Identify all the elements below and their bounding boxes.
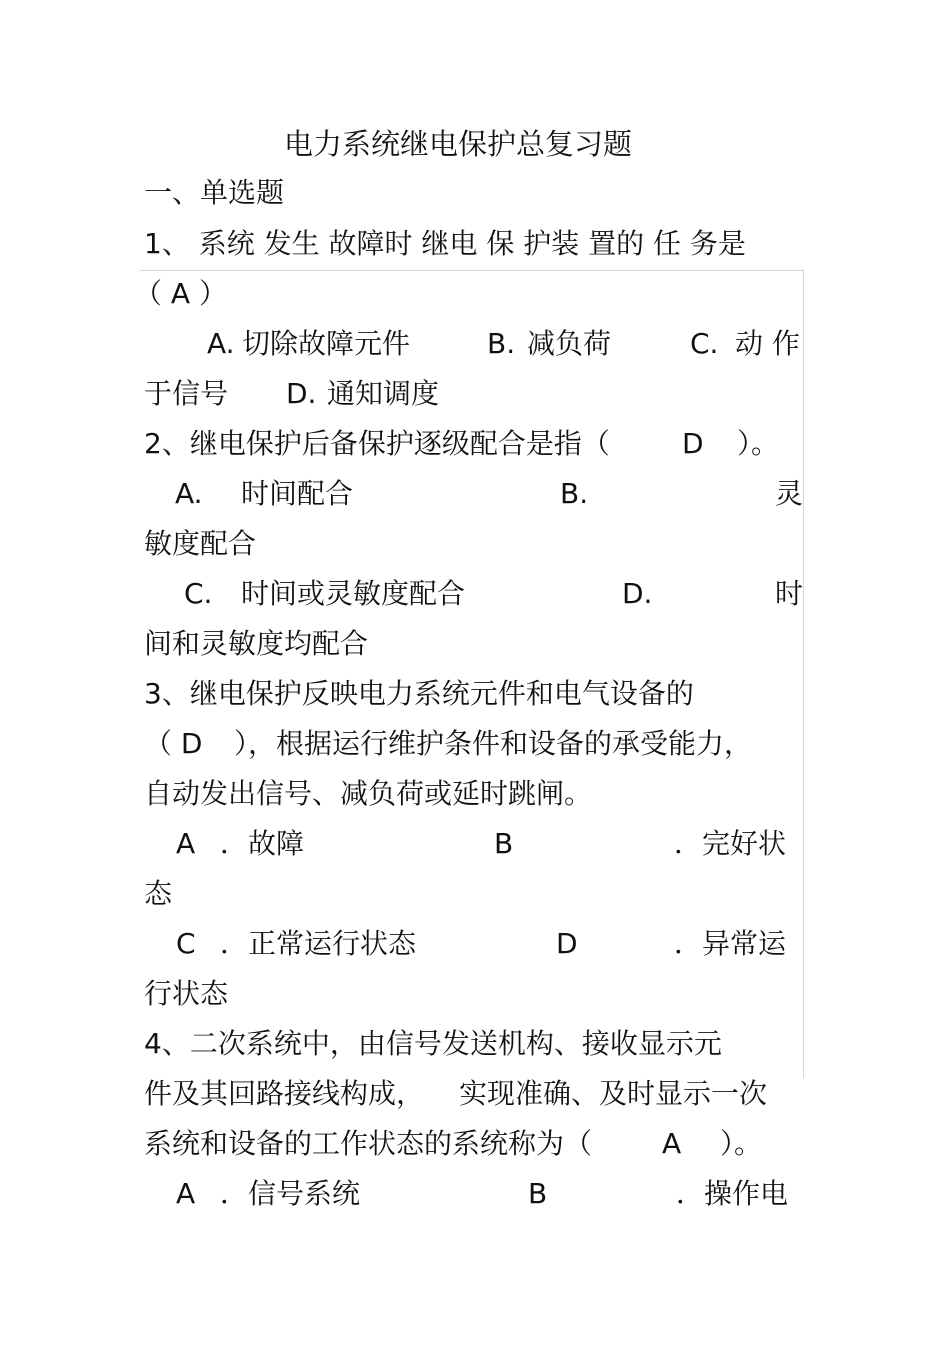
q1-option-c-text: 动 作 — [735, 327, 800, 360]
q2-option-b-letter: B. — [560, 477, 589, 510]
question-4-stem-end: ）。 — [720, 1127, 763, 1160]
question-4-stem-line-3: 系统和设备的工作状态的系统称为（ — [144, 1127, 593, 1160]
q3-option-b-text-part-1: ．完好状 — [674, 827, 787, 860]
question-1-stem-line-1: 1、 系统 发生 故障时 继电 保 护装 置的 任 务是 — [144, 227, 746, 260]
q4-option-b-text: ．操作电 — [676, 1177, 789, 1210]
q2-option-d-letter: D. — [622, 577, 653, 610]
q2-option-b-text-part-1: 灵 — [775, 477, 804, 510]
frame-top-line — [140, 270, 803, 271]
q1-option-d-letter: D. — [286, 377, 317, 410]
q4-option-a-text: ．信号系统 — [220, 1177, 361, 1210]
document-title: 电力系统继电保护总复习题 — [284, 127, 633, 161]
question-2-stem-end: ）。 — [737, 427, 780, 460]
q3-option-c-text: ．正常运行状态 — [220, 927, 417, 960]
q2-option-d-text-part-2: 间和灵敏度均配合 — [144, 627, 369, 660]
q2-option-c-text: 时间或灵敏度配合 — [241, 577, 466, 610]
q1-option-b-letter: B. — [487, 327, 516, 360]
q3-option-b-letter: B — [494, 827, 514, 860]
question-3-answer: （ D — [144, 727, 203, 760]
question-4-stem-line-1: 4、二次系统中，由信号发送机构、接收显示元 — [144, 1027, 722, 1060]
q3-option-a-text: ．故障 — [220, 827, 305, 860]
q3-option-a-letter: A — [176, 827, 196, 860]
q3-option-b-text-part-2: 态 — [144, 877, 173, 910]
question-4-stem-line-2b: 实现准确、及时显示一次 — [459, 1077, 768, 1110]
q2-option-b-text-part-2: 敏度配合 — [144, 527, 257, 560]
q2-option-a-letter: A. — [175, 477, 203, 510]
q1-option-d-text: 通知调度 — [327, 377, 440, 410]
q4-option-b-letter: B — [528, 1177, 548, 1210]
q2-option-a-text: 时间配合 — [241, 477, 354, 510]
q1-option-c-letter: C. — [690, 327, 719, 360]
question-3-stem-line-1: 3、继电保护反映电力系统元件和电气设备的 — [144, 677, 694, 710]
q2-option-d-text-part-1: 时 — [775, 577, 804, 610]
question-3-stem-line-2: ），根据运行维护条件和设备的承受能力， — [234, 727, 753, 760]
question-4-stem-line-2a: 件及其回路接线构成， — [144, 1077, 425, 1110]
q4-option-a-letter: A — [176, 1177, 196, 1210]
question-2-stem: 2、继电保护后备保护逐级配合是指（ — [144, 427, 610, 460]
q3-option-c-letter: C — [176, 927, 196, 960]
q1-option-a-text: 切除故障元件 — [242, 327, 411, 360]
frame-right-line — [803, 270, 804, 1078]
q2-option-c-letter: C. — [184, 577, 213, 610]
q1-option-a-letter: A. — [207, 327, 235, 360]
question-2-answer: D — [682, 427, 704, 460]
q3-option-d-text-part-1: ．异常运 — [674, 927, 787, 960]
section-heading: 一、单选题 — [144, 176, 285, 209]
q3-option-d-letter: D — [556, 927, 578, 960]
q3-option-d-text-part-2: 行状态 — [144, 977, 229, 1010]
question-4-answer: A — [662, 1127, 682, 1160]
q1-option-b-text: 减负荷 — [527, 327, 612, 360]
q1-continuation-text: 于信号 — [144, 377, 229, 410]
question-1-stem-line-2: （ A ） — [134, 277, 227, 310]
question-3-stem-line-3: 自动发出信号、减负荷或延时跳闸。 — [144, 777, 593, 810]
